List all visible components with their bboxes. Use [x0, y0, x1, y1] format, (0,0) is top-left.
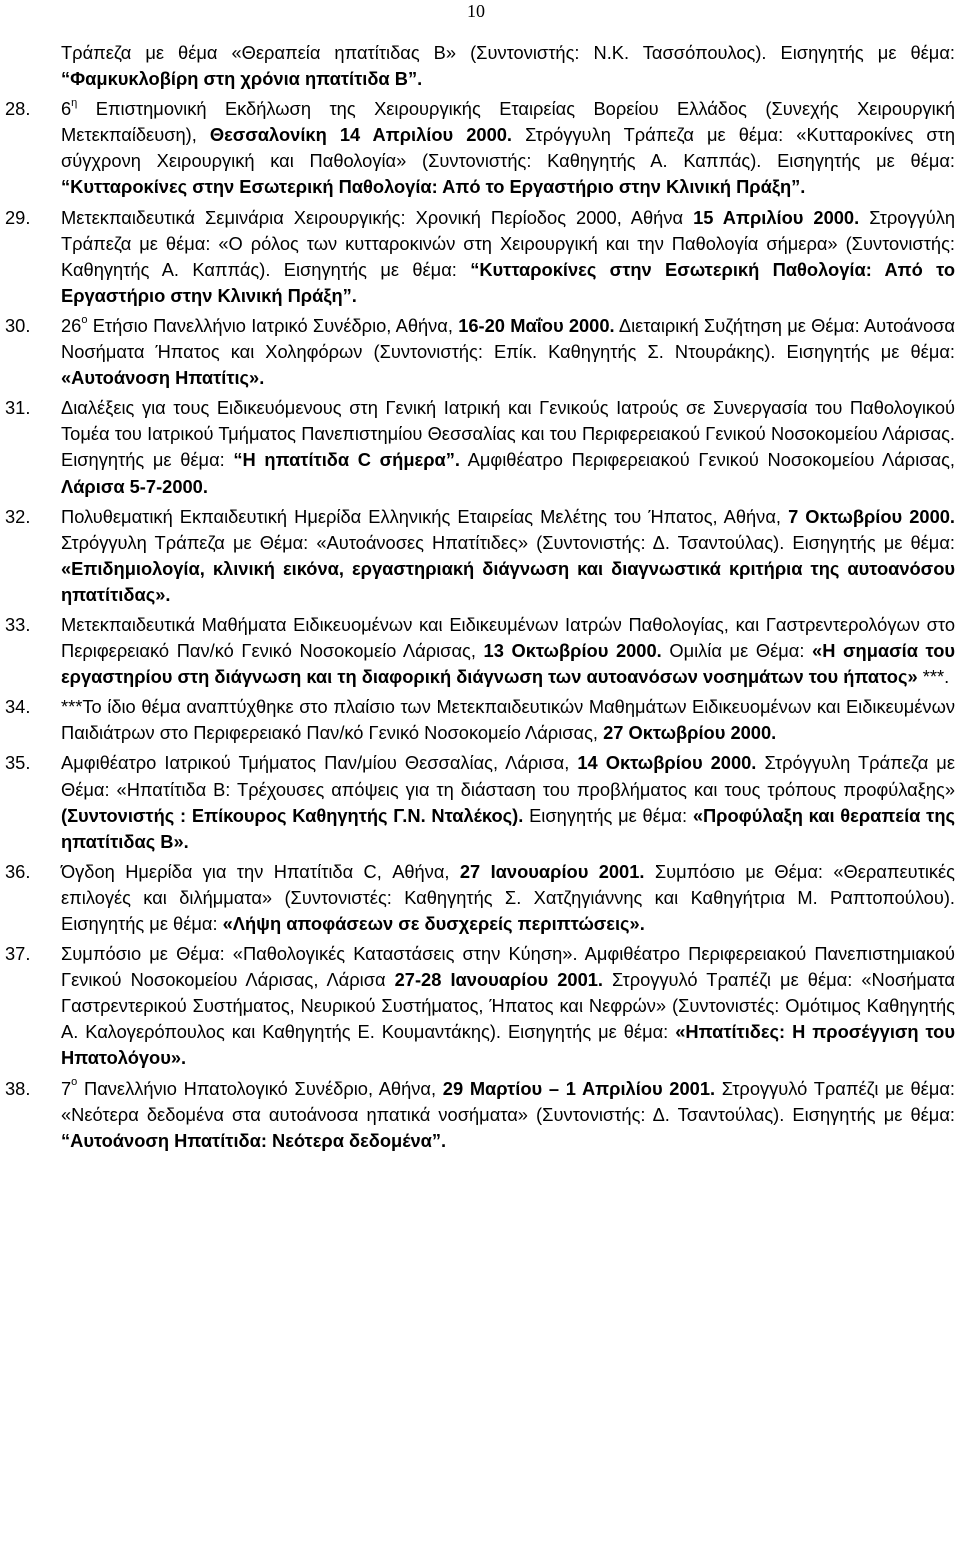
item-text	[61, 859, 955, 937]
bold-text: «Λήψη αποφάσεων σε δυσχερείς περιπτώσεις».	[222, 913, 645, 934]
item-number: 31.	[5, 397, 31, 419]
text-segment: Στρόγγυλη Τράπεζα με Θέμα: «Αυτοάνοσες Ηπατίτιδες» (Συντονιστής: Δ. Τσαντούλας). Εισηγητής με θέμα:	[61, 531, 955, 553]
list-item	[0, 694, 960, 746]
item-number: 29.	[5, 206, 31, 228]
item-number: 37.	[5, 943, 31, 965]
text-segment: Όγδοη Ημερίδα για την Ηπατίτιδα C, Αθήνα,	[61, 860, 460, 882]
text-segment: Εισηγητής με θέμα:	[523, 804, 693, 826]
text-segment: Πανελλήνιο Ηπατολογικό Συνέδριο, Αθήνα,	[77, 1077, 443, 1099]
bold-text: «Προφύλαξη και θεραπεία της ηπατίτιδας Β».	[61, 804, 955, 852]
item-text	[61, 612, 955, 690]
item-number: 36.	[5, 860, 31, 882]
item-text	[61, 1076, 955, 1154]
bold-text: 7 Οκτωβρίου 2000.	[788, 505, 955, 527]
item-number: 32.	[5, 505, 31, 527]
text-segment: 26	[61, 314, 82, 336]
bold-text: “Φαμκυκλοβίρη στη χρόνια ηπατίτιδα Β”.	[61, 68, 423, 90]
text-segment: Ετήσιο Πανελλήνιο Ιατρικό Συνέδριο, Αθήνα,	[87, 314, 459, 336]
list-item	[0, 504, 960, 608]
item-number: 33.	[5, 613, 31, 635]
item-text	[61, 205, 955, 309]
item-text	[61, 96, 955, 200]
text-segment: Διεταιρική Συζήτηση με Θέμα: Αυτοάνοσα Νοσήματα Ήπατος και Χοληφόρων (Συντονιστής: Επίκ. Καθηγητής Σ. Ντουράκης). Εισηγητής με θέμα:	[61, 314, 956, 363]
bold-text: «Αυτοάνοση Ηπατίτις».	[61, 367, 265, 389]
bold-text: 16-20 Μαΐου 2000.	[458, 314, 615, 336]
bold-text: 15 Απριλίου 2000.	[693, 206, 860, 228]
text-segment: Τράπεζα με θέμα «Θεραπεία ηπατίτιδας Β» (Συντονιστής: Ν.Κ. Τασσόπουλος). Εισηγητής με θέμα:	[61, 42, 955, 63]
bold-text: «Η σημασία του εργαστηρίου στη διάγνωση και τη διαφορική διάγνωση των αυτοανόσων νοσημάτων του ήπατος»	[61, 640, 956, 688]
text-segment: Μετεκπαιδευτικά Σεμινάρια Χειρουργικής: Χρονική Περίοδος 2000, Αθήνα	[61, 206, 694, 228]
list-item	[0, 205, 960, 309]
text-segment: Μετεκπαιδευτικά Μαθήματα Ειδικευομένων και Ειδικευμένων Ιατρών Παθολογίας, και Γαστρεντερολόγων στο Περιφερειακό Παν/κό Γενικό Νοσοκομείο Λάρισας,	[61, 613, 955, 662]
item-number: 38.	[5, 1077, 31, 1099]
text-segment: Επιστημονική Εκδήλωση της Χειρουργικής Εταιρείας Βορείου Ελλάδος (Συνεχής Χειρουργική Μετεκπαίδευση),	[61, 98, 955, 146]
list-item	[0, 941, 960, 1071]
list-item	[0, 612, 960, 690]
bold-text: 29 Μαρτίου – 1 Απριλίου 2001.	[442, 1077, 716, 1099]
text-segment: Ομιλία με Θέμα:	[661, 640, 813, 662]
text-segment: ***Το ίδιο θέμα αναπτύχθηκε στο πλαίσιο των Μετεκπαιδευτικών Μαθημάτων Ειδικευομένων και Ειδικευμένων Παιδιάτρων στο Περιφερειακό Παν/κό Γενικό Νοσοκομείο Λάρισας,	[61, 696, 955, 744]
item-number: 28.	[5, 98, 31, 120]
bold-text: 27 Ιανουαρίου 2001.	[459, 860, 645, 882]
bold-text: “Κυτταροκίνες στην Εσωτερική Παθολογία: Από το Εργαστήριο στην Κλινική Πράξη”.	[61, 258, 955, 306]
text-segment: Συμπόσιο με Θέμα: «Θεραπευτικές επιλογές και διλήμματα» (Συντονιστές: Καθηγητής Σ. Χατζηγιάννης και Καθηγήτρια Μ. Ραπτοπούλου). Εισηγητής με θέμα:	[61, 860, 955, 934]
text-segment: ο	[81, 313, 88, 326]
text-segment: Συμπόσιο με Θέμα: «Παθολογικές Καταστάσεις στην Κύηση». Αμφιθέατρο Περιφερειακού Πανεπιστημιακού Γενικού Νοσοκομείου Λάρισας, Λάρισα	[61, 943, 955, 991]
text-segment: η	[71, 97, 78, 110]
text-segment: 6	[61, 98, 72, 120]
list-item	[0, 750, 960, 854]
bold-text: 27-28 Ιανουαρίου 2001.	[394, 969, 603, 991]
text-segment: Στρογγυλό Τραπέζι με θέμα: «Νεότερα δεδομένα στα αυτοάνοσα ηπατικά νοσήματα» (Συντονιστής: Δ. Τσαντούλας). Εισηγητής με θέμα:	[61, 1077, 955, 1125]
item-text	[61, 313, 955, 391]
item-text	[61, 40, 955, 92]
list-item	[0, 395, 960, 499]
item-number: 35.	[5, 752, 31, 774]
item-text	[61, 504, 955, 608]
list-item	[0, 1076, 960, 1154]
text-segment: Πολυθεματική Εκπαιδευτική Ημερίδα Ελληνικής Εταιρείας Μελέτης του Ήπατος, Αθήνα,	[61, 505, 789, 527]
text-segment: Στρογγυλό Τραπέζι με θέμα: «Νοσήματα Γαστρεντερικού Συστήματος, Νευρικού Συστήματος, Ήπατος και Νεφρών» (Συντονιστές: Ομότιμος Καθηγητής Α. Καλογερόπουλος και Καθηγητής Ε. Κουμαντάκης). Εισηγητής με θέμα:	[61, 969, 955, 1043]
list-item	[0, 859, 960, 937]
bold-text: 27 Οκτωβρίου 2000.	[603, 722, 777, 744]
bold-text: Θεσσαλονίκη 14 Απριλίου 2000.	[209, 124, 512, 146]
item-text	[61, 750, 955, 854]
text-segment: Αμφιθέατρο Ιατρικού Τμήματος Παν/μίου Θεσσαλίας, Λάρισα,	[61, 752, 578, 774]
item-text	[61, 694, 955, 746]
item-text	[61, 941, 955, 1071]
document-body	[0, 40, 960, 1158]
bold-text: Λάρισα 5-7-2000.	[61, 475, 208, 497]
bold-text: “Κυτταροκίνες στην Εσωτερική Παθολογία: Από το Εργαστήριο στην Κλινική Πράξη”.	[61, 176, 806, 198]
item-text	[61, 395, 955, 499]
text-segment: Στρόγγυλη Τράπεζα με θέμα: «Κυτταροκίνες στη σύγχρονη Χειρουργική και Παθολογία» (Συντονιστής: Καθηγητής Α. Καππάς). Εισηγητής με θέμα:	[61, 124, 955, 172]
bold-text: (Συντονιστής : Επίκουρος Καθηγητής Γ.Ν. Νταλέκος).	[61, 804, 524, 826]
bold-text: «Ηπατίτιδες: Η προσέγγιση του Ηπατολόγου».	[61, 1021, 955, 1069]
bold-text: «Επιδημιολογία, κλινική εικόνα, εργαστηριακή διάγνωση και διαγνωστικά κριτήρια της αυτοανόσου ηπατίτιδας».	[61, 557, 955, 605]
text-segment: Αμφιθέατρο Περιφερειακού Γενικού Νοσοκομείου Λάρισας,	[459, 449, 955, 471]
text-segment: Στρόγγυλη Τράπεζα με Θέμα: «Ηπατίτιδα Β: Τρέχουσες απόψεις για τη διάσταση του προβλήματος και τους τρόπους προφύλαξης»	[61, 752, 955, 800]
list-item	[0, 96, 960, 200]
text-segment: 7	[61, 1077, 72, 1099]
list-item	[0, 313, 960, 391]
text-segment: ***.	[917, 666, 950, 688]
bold-text: “Αυτοάνοση Ηπατίτιδα: Νεότερα δεδομένα”.	[61, 1129, 447, 1151]
item-number: 30.	[5, 314, 31, 336]
bold-text: “Η ηπατίτιδα C σήμερα”.	[233, 449, 460, 471]
item-number: 34.	[5, 696, 31, 718]
bold-text: 14 Οκτωβρίου 2000.	[577, 752, 757, 774]
text-segment: Διαλέξεις για τους Ειδικευόμενους στη Γενική Ιατρική και Γενικούς Ιατρούς σε Συνεργασία του Παθολογικού Τομέα του Ιατρικού Τμήματος Πανεπιστημίου Θεσσαλίας και του Περιφερειακού Γενικού Νοσοκομείου Λάρισας. Εισηγητής με θέμα:	[61, 397, 955, 471]
page-number: 10	[467, 1, 485, 21]
list-item	[0, 40, 960, 92]
text-segment: Στρογγύλη Τράπεζα με θέμα: «Ο ρόλος των κυτταροκινών στη Χειρουργική και την Παθολογία σήμερα» (Συντονιστής: Καθηγητής Α. Καππάς). Εισηγητής με θέμα:	[61, 206, 955, 280]
text-segment: ο	[71, 1076, 78, 1089]
bold-text: 13 Οκτωβρίου 2000.	[483, 640, 662, 662]
